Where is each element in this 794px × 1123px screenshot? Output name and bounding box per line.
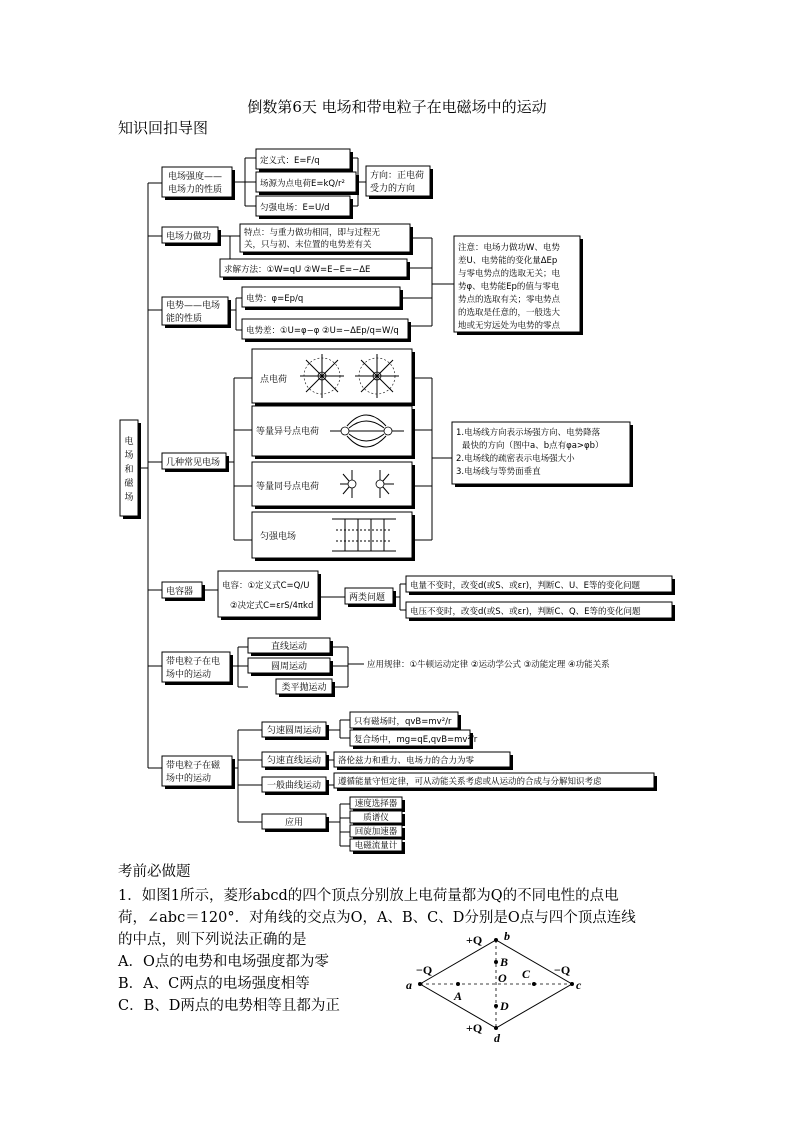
magnetic-general-curve-text: 一般曲线运动 [266,781,322,791]
label-plus-q-bottom: +Q [466,1021,483,1035]
label-A: A [454,989,463,1003]
node-motion-electric-line1: 带电粒子在电 [166,657,221,667]
node-field-strength-line1: 电场强度—— [168,172,223,182]
application-laws: 应用规律：①牛顿运动定律 ②运动学公式 ③动能定理 ④功能关系 [367,660,610,670]
node-electric-work-text: 电场力做功 [166,232,212,242]
work-feature-line1: 特点：与重力做功相同，即与过程无 [244,228,381,238]
field-lines-note-1: 1.电场线方向表示场强方向、电势降落 [456,428,601,438]
node-direction-line1: 方向：正电荷 [370,171,425,181]
node-common-fields-text: 几种常见电场 [166,458,221,468]
magnetic-applications-text: 应用 [284,818,304,828]
root-char-2: 场 [124,451,134,461]
note-line-6: 的选取是任意的，一般选大 [458,308,561,318]
vertex-b [494,938,498,942]
capacitance-determination: ②决定式C=εrS/4πkd [230,601,314,611]
label-minus-q-left: −Q [416,963,433,977]
problem-constant-charge-text: 电量不变时，改变d(或S、或εr)，判断C、U、E等的变化问题 [410,581,641,591]
combined-field-text: 复合场中，mg=qE,qvB=mv²/r [354,735,478,745]
note-line-2: 差U、电势能的变化量ΔEp [458,256,558,266]
node-potential-line1: 电势——电场 [166,301,221,311]
label-plus-q-top: +Q [466,933,483,947]
vertex-c [570,982,574,986]
problem-constant-voltage-text: 电压不变时，改变d(或S、或εr)，判断C、Q、E等的变化问题 [410,607,641,617]
point-B [494,960,498,964]
note-line-7: 地或无穷远处为电势的零点 [458,321,561,331]
option-a: A．O点的电势和电场强度都为零 [118,954,329,970]
root-char-1: 电 [124,437,134,447]
work-method-text: 求解方法：①W=qU ②W=E−E=−ΔE [224,265,371,275]
only-magnetic-field-text: 只有磁场时，qvB=mv²/r [354,717,452,727]
vertex-d [494,1026,498,1030]
capacitance-definition: 电容：①定义式C=Q/U [222,581,310,591]
label-C: C [522,967,531,981]
label-D: D [500,999,509,1013]
root-char-3: 和 [124,465,134,475]
point-A [456,982,460,986]
label-minus-q-right: −Q [554,963,571,977]
label-B: B [500,955,509,969]
field-point-charge-label: 点电荷 [260,375,288,385]
potential-formula-text: 电势：φ=Ep/q [246,294,304,304]
section-heading-practice: 考前必做题 [118,864,191,880]
node-capacitor-text: 电容器 [166,587,194,597]
node-motion-electric-line2: 场中的运动 [166,670,212,680]
point-C [532,982,536,986]
field-like-charges-label: 等量同号点电荷 [256,482,320,492]
note-line-1: 注意：电场力做功W、电势 [458,243,560,253]
point-D [494,1004,498,1008]
section-heading-mindmap: 知识回扣导图 [118,119,209,137]
app-velocity-selector-text: 速度选择器 [354,799,398,809]
label-a: a [406,978,412,992]
note-line-4: 势φ、电势能Ep的值与零电 [458,282,560,292]
app-mass-spectrometer-text: 质谱仪 [363,813,389,823]
option-b: B．A、C两点的电场强度相等 [118,976,310,992]
formula-uniform-field-text: 匀强电场：E=U/d [260,203,330,213]
label-c: c [576,978,582,992]
energy-conservation-text: 遵循能量守恒定律，可从动能关系考虑或从运动的合成与分解知识考虑 [338,777,602,787]
two-problem-types-text: 两类问题 [349,593,386,603]
field-lines-note-4: 3.电场线与等势面垂直 [456,467,541,477]
node-motion-magnetic-line2: 场中的运动 [166,774,212,784]
magnetic-uniform-linear-text: 匀速直线运动 [266,756,322,766]
option-c: C．B、D两点的电势相等且都为正 [118,998,340,1014]
node-motion-magnetic-line1: 带电粒子在磁 [166,761,221,771]
motion-linear-text: 直线运动 [270,642,308,652]
field-lines-note-3: 2.电场线的疏密表示电场强大小 [456,454,575,464]
label-O: O [498,971,507,985]
net-force-zero-text: 洛伦兹力和重力、电场力的合力为零 [338,756,475,766]
app-flowmeter-text: 电磁流量计 [354,841,398,851]
question-1-line-1: 1．如图1所示，菱形abcd的四个顶点分别放上电荷量都为Q的不同电性的点电 [118,888,619,904]
potential-difference-text: 电势差：①U=φ−φ ②U=−ΔEp/q=W/q [246,326,399,336]
page-title: 倒数第6天 电场和带电粒子在电磁场中的运动 [247,98,547,116]
vertex-a [418,982,422,986]
note-line-3: 与零电势点的选取无关；电 [458,269,561,279]
node-potential-line2: 能的性质 [166,314,203,324]
formula-point-charge-text: 场源为点电荷E=kQ/r² [260,179,345,189]
field-lines-note-2: 最快的方向（图中a、b点有φa>φb） [462,441,604,451]
question-1-line-2: 荷，∠abc＝120°．对角线的交点为O，A、B、C、D分别是O点与四个顶点连线 [118,910,636,926]
work-feature-line2: 关，只与初、末位置的电势差有关 [244,240,372,250]
label-b: b [504,929,510,943]
magnetic-uniform-circular-text: 匀速圆周运动 [266,726,322,736]
root-char-4: 磁 [124,479,134,489]
app-cyclotron-text: 回旋加速器 [354,827,398,837]
node-direction-line2: 受力的方向 [370,184,416,194]
motion-projectile-text: 类平抛运动 [281,683,327,693]
note-line-5: 势点的选取有关；零电势点 [458,295,561,305]
field-opposite-charges-label: 等量异号点电荷 [256,427,320,437]
label-d: d [494,1031,500,1043]
question-1-line-3: 的中点，则下列说法正确的是 [118,932,307,948]
node-field-strength-line2: 电场力的性质 [168,185,223,195]
field-uniform-label: 匀强电场 [260,532,297,542]
root-char-5: 场 [124,493,134,503]
motion-circular-text: 圆周运动 [270,662,308,672]
formula-definition-text: 定义式：E=F/q [260,156,320,166]
rhombus-figure [400,928,600,1043]
